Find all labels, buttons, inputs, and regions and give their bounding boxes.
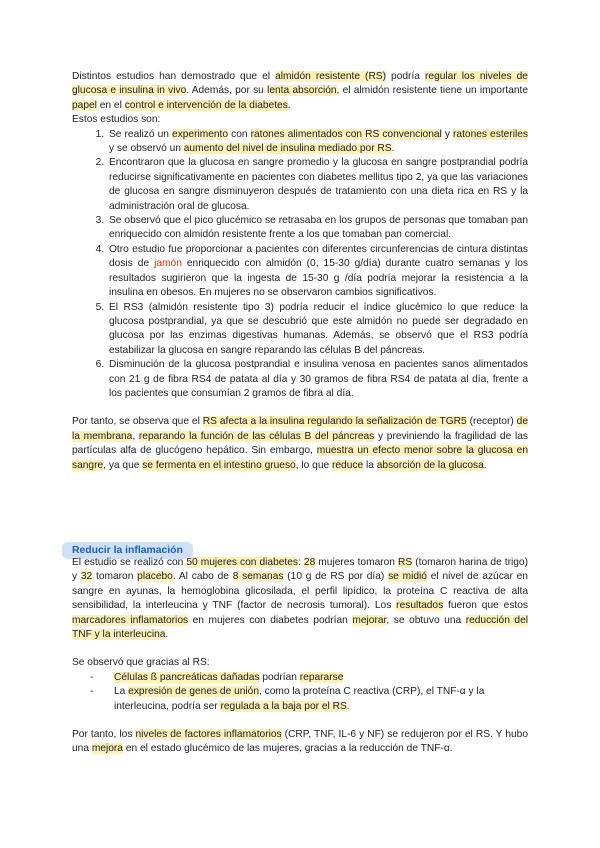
highlight: regular los niveles de glucosa e insulina in vivo — [72, 71, 528, 97]
highlight: regulada a la baja por el RS — [220, 700, 347, 712]
highlight: 8 semanas — [232, 571, 284, 583]
highlight: marcadores inflamatorios — [72, 614, 189, 626]
study-item: 4. Otro estudio fue proporcionar a pacientes con diferentes circunferencias de cintura distintas dosis de jamón enriquecido con almidón (0, 15-30 g/día) durante cuatro semanas y los resultados sugirieron que la ingesta de 15-30 g /día podría mejorar la resistencia a la insulina en obesos. En mujeres no se observaron cambios significativos. — [107, 243, 528, 301]
highlight: muestra un efecto menor sobre la glucosa en sangre — [72, 445, 528, 471]
highlight: 28 — [303, 557, 316, 568]
highlight: se fermenta en el intestino grueso — [142, 459, 296, 471]
studies-intro: Estos estudios son: — [72, 114, 161, 126]
highlight: ratones esteriles — [453, 128, 528, 140]
highlight: expresión de genes de unión — [128, 686, 260, 698]
observed-intro: Se observó que gracias al RS: — [72, 657, 210, 669]
conclusion-paragraph: Por tanto, se observa que el RS afecta a la insulina regulando la señalización de TGR5 (receptor) de la membrana, reparando la función de las células B del páncreas y previniendo la fragilidad de las partículas alfa de glucógeno hepático. Sin embargo, muestra un efecto menor sobre la glucosa en sangre, ya que se fermenta en el intestino grueso, lo que reduce la absorción de la glucosa. — [72, 416, 528, 471]
study-item: 2. Encontraron que la glucosa en sangre promedio y la glucosa en sangre postprandial podría reducirse significativamente en pacientes con diabetes mellitus tipo 2, ya que las variaciones de glucosa en sangre disminuyeron después de tratamiento con una dieta rica en RS y la administración oral de glucosa. — [107, 156, 528, 214]
highlight: aumento del nivel de insulina mediado por RS — [183, 143, 392, 155]
highlight: mejora — [91, 743, 123, 755]
red-word: jamón — [154, 258, 182, 270]
highlight: experimento — [171, 128, 229, 140]
observed-list — [72, 671, 528, 714]
observed-item: - La expresión de genes de unión, como la proteína C reactiva (CRP), el TNF-α y la interleucina, podría ser regulada a la baja por el RS. — [106, 685, 528, 714]
study-item: 6. Disminución de la glucosa postprandial e insulina venosa en pacientes sanos alimentados con 21 g de fibra RS4 de patata al día y 30 gramos de fibra RS4 de patata al día, frente a los pacientes que consumían 2 gramos de fibra al día. — [107, 358, 528, 401]
highlight: absorción de la glucosa — [376, 459, 484, 471]
highlight: placebo — [137, 571, 173, 583]
highlight: reducción del TNF y la interleucina — [72, 614, 528, 641]
studies-list — [72, 128, 528, 402]
highlight: papel — [72, 99, 97, 111]
highlight: mejorar — [352, 614, 387, 626]
highlight: RS — [398, 557, 413, 568]
highlight: control e intervención de la diabetes — [124, 99, 288, 111]
highlight: resultados — [396, 600, 444, 612]
highlight: 50 mujeres con diabetes — [186, 557, 299, 568]
study-item: 3. Se observó que el pico glucémico se retrasaba en los grupos de personas que tomaban pan enriquecido con almidón resistente frente a los que tomaban pan comercial. — [107, 214, 528, 243]
highlight: lenta absorción — [267, 85, 337, 97]
highlight: repararse — [299, 671, 344, 683]
inflammation-paragraph: El estudio se realizó con 50 mujeres con diabetes: 28 mujeres tomaron RS (tomaron harina de trigo) y 32 tomaron placebo. Al cabo de 8 semanas (10 g de RS por día) se midió el nivel de azúcar en sangre en ayunas, la hemoglobina glicosilada, el perfil lipídico, la proteína C reactiva de alta sensibilidad, la interleucina y TNF (factor de necrosis tumoral). Los resultados fueron que estos marcadores inflamatorios en mujeres con diabetes podrían mejorar, se obtuvo una reducción del TNF y la interleucina. — [72, 557, 528, 641]
intro-paragraph: Distintos estudios han demostrado que el almidón resistente (RS) podría regular los niveles de glucosa e insulina in vivo. Además, por su lenta absorción, el almidón resistente tiene un importante papel en el control e intervención de la diabetes. — [72, 71, 528, 111]
upper-content — [72, 70, 528, 473]
lower-content — [72, 556, 528, 757]
highlight: se midió — [388, 571, 427, 583]
highlight: almidón resistente (RS) — [275, 71, 386, 82]
highlight: de la membrana — [72, 416, 528, 442]
highlight: reduce — [331, 459, 364, 471]
highlight: Células ß pancreáticas dañadas — [114, 671, 260, 683]
highlight: ratones alimentados con RS convencional — [250, 128, 442, 140]
highlight: reparando la función de las células B del páncreas — [138, 430, 375, 442]
highlight: niveles de factores inflamatorios — [135, 729, 282, 741]
section-heading: Reducir la inflamación — [62, 542, 193, 559]
highlight: 32 — [80, 571, 93, 583]
study-item: 5. El RS3 (almidón resistente tipo 3) podría reducir el índice glucémico lo que reduce la glucosa postprandial, ya que se descubrió que este almidón no puede ser degradado en glucosa por las enzimas digestivas humanas. Además, se observó que el RS3 podría estabilizar la glucosa en sangre reparando las células B del páncreas. — [107, 301, 528, 359]
final-paragraph: Por tanto, los niveles de factores inflamatorios (CRP, TNF, IL-6 y NF) se redujeron por el RS. Y hubo una mejora en el estado glucémico de las mujeres, gracias a la reducción de TNF-α. — [72, 729, 528, 755]
highlight: RS afecta a la insulina regulando la señalización de TGR5 — [202, 416, 467, 428]
study-item: 1. Se realizó un experimento con ratones alimentados con RS convencional y ratones esteriles y se observó un aumento del nivel de insulina mediado por RS. — [107, 128, 528, 157]
observed-item: - Células ß pancreáticas dañadas podrían repararse — [106, 671, 528, 685]
